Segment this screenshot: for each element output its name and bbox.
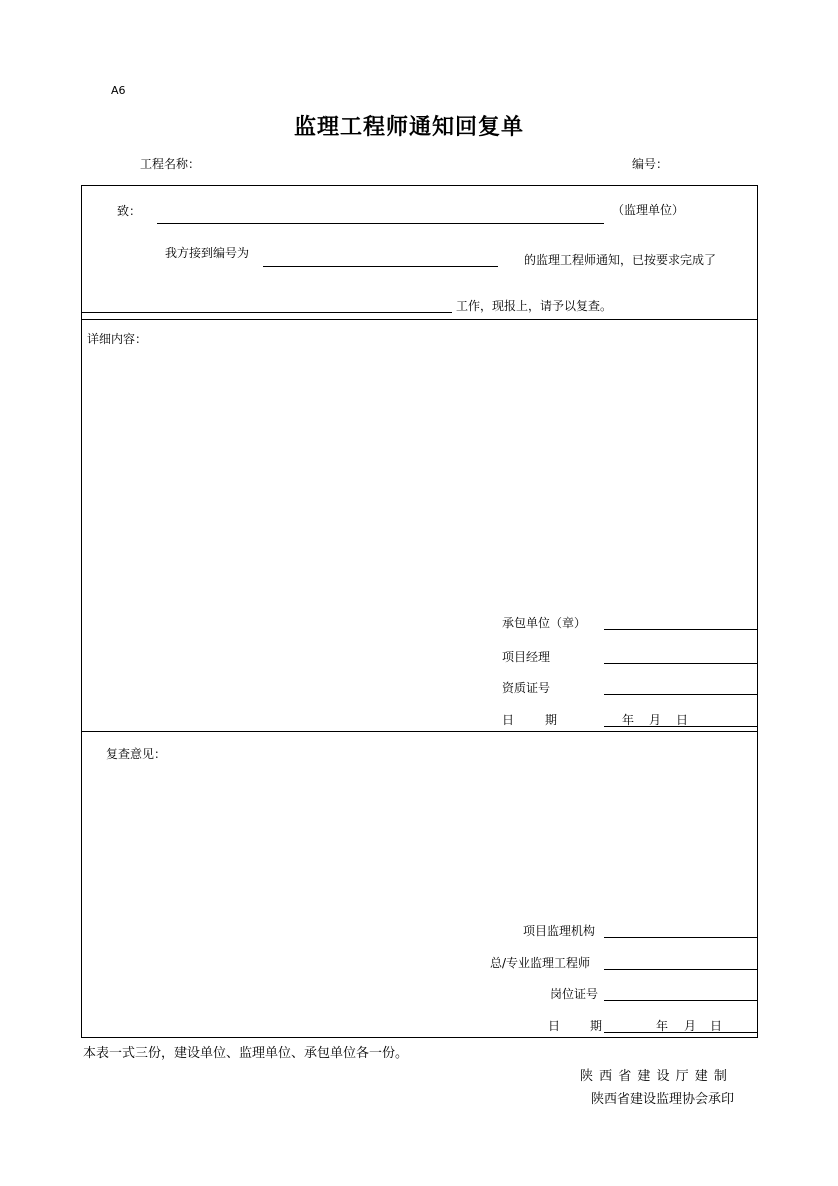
project-supervision-label: 项目监理机构 — [523, 924, 596, 938]
date-label-d: 日 — [548, 1019, 561, 1033]
review-opinion-label: 复查意见： — [106, 747, 167, 761]
day-label: 日 — [676, 713, 689, 727]
to-label: 致： — [117, 204, 142, 218]
project-supervision-field-line[interactable] — [604, 937, 758, 938]
project-manager-field-line[interactable] — [604, 663, 758, 664]
work-submitted-label: 工作，现报上，请予以复查。 — [456, 299, 613, 313]
year-label: 年 — [656, 1019, 669, 1033]
date-field-line[interactable] — [604, 1032, 758, 1033]
section-divider — [81, 319, 758, 320]
post-cert-no-label: 岗位证号 — [550, 987, 599, 1001]
month-label: 月 — [684, 1019, 697, 1033]
chief-engineer-label: 总/专业监理工程师 — [490, 956, 591, 970]
notice-number-field-line[interactable] — [263, 266, 498, 267]
day-label: 日 — [710, 1019, 723, 1033]
detail-label: 详细内容： — [87, 332, 148, 346]
printed-by: 陕西省建设监理协会承印 — [591, 1092, 735, 1107]
post-cert-no-field-line[interactable] — [604, 1000, 758, 1001]
work-field-line[interactable] — [82, 312, 452, 313]
contractor-unit-label: 承包单位（章） — [502, 616, 587, 630]
project-name-label: 工程名称： — [140, 157, 201, 171]
section-divider — [81, 731, 758, 732]
to-field-line[interactable] — [157, 223, 604, 224]
date-label-d: 日 — [502, 713, 515, 727]
supervisor-unit-label: （监理单位） — [612, 203, 685, 217]
notice-received-label: 我方接到编号为 — [165, 246, 250, 260]
date-field-line[interactable] — [604, 726, 758, 727]
contractor-unit-field-line[interactable] — [604, 629, 758, 630]
form-code: A6 — [111, 84, 126, 97]
project-manager-label: 项目经理 — [502, 650, 551, 664]
date-label-q: 期 — [590, 1019, 603, 1033]
copies-note: 本表一式三份，建设单位、监理单位、承包单位各一份。 — [83, 1046, 409, 1061]
month-label: 月 — [649, 713, 662, 727]
qualification-no-label: 资质证号 — [502, 681, 551, 695]
page-title: 监理工程师通知回复单 — [294, 115, 525, 140]
qualification-no-field-line[interactable] — [604, 694, 758, 695]
made-by: 陕 西 省 建 设 厅 建 制 — [580, 1069, 728, 1084]
chief-engineer-field-line[interactable] — [604, 969, 758, 970]
year-label: 年 — [622, 713, 635, 727]
number-label: 编号： — [632, 157, 669, 171]
date-label-q: 期 — [545, 713, 558, 727]
notice-completed-label: 的监理工程师通知，已按要求完成了 — [524, 253, 717, 267]
